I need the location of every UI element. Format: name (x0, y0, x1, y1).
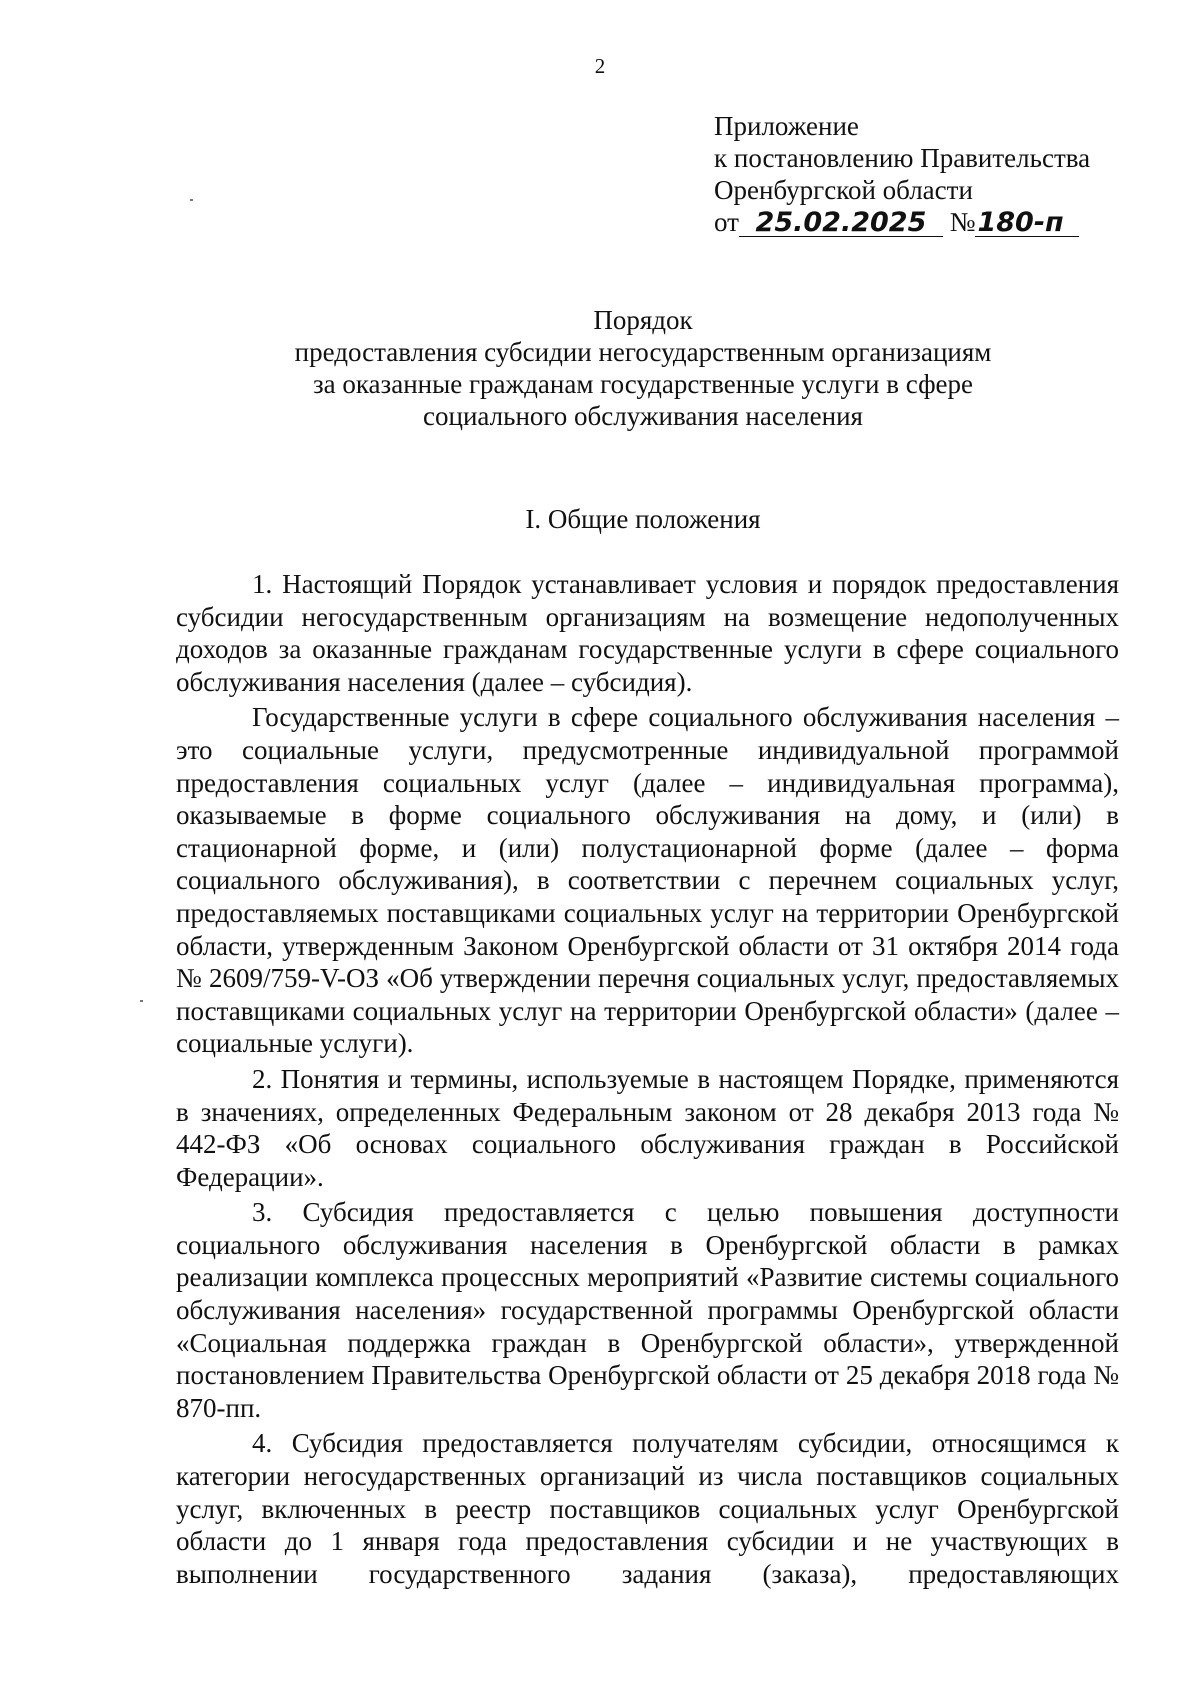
page-number: 2 (594, 54, 606, 78)
title-line-3: за оказанные гражданам государственные услуги в сфере (312, 369, 974, 399)
appendix-line-3: Оренбургской области (714, 175, 973, 205)
appendix-date-line (714, 206, 1154, 238)
paragraph-4: 3. Субсидия предоставляется с целью повышения доступности социального обслуживания населения в Оренбургской области в рамках реализации комплекса процессных мероприятий «Развитие системы социального обслуживания населения» государственной программы Оренбургской области «Социальная поддержка граждан в Оренбургской области», утвержденной постановлением Правительства Оренбургской области от 25 декабря 2018 года № 870-пп. (176, 1197, 1119, 1423)
handwritten-date: 25.02.2025 (739, 210, 943, 237)
paragraph-2: Государственные услуги в сфере социального обслуживания населения – это социальные услуги, предусмотренные индивидуальной программой предоставления социальных услуг (далее – индивидуальная программа), оказываемые в форме социального обслуживания на дому, и (или) в стационарной форме, и (или) полустационарной форме (далее – форма социального обслуживания), в соответствии с перечнем социальных услуг, предоставляемых поставщиками социальных услуг на территории Оренбургской области, утвержденным Законом Оренбургской области от 31 октября 2014 года № 2609/759-V-ОЗ «Об утверждении перечня социальных услуг, предоставляемых поставщиками социальных услуг на территории Оренбургской области» (далее – социальные услуги). (176, 702, 1119, 1059)
title-line-2: предоставления субсидии негосударственным организациям (294, 337, 992, 367)
scan-speck (140, 1000, 143, 1002)
paragraph-1: 1. Настоящий Порядок устанавливает условия и порядок предоставления субсидии негосударственным организациям на возмещение недополученных доходов за оказанные гражданам государственные услуги в сфере социального обслуживания населения (далее – субсидия). (176, 569, 1119, 697)
scan-speck (190, 199, 193, 201)
date-prefix: от (714, 207, 739, 237)
appendix-line-2: к постановлению Правительства (714, 143, 1091, 173)
appendix-line-1: Приложение (714, 111, 859, 141)
number-prefix: № (949, 207, 976, 237)
appendix-block (714, 110, 1154, 238)
handwritten-number: 180-п (975, 210, 1079, 237)
paragraph-5: 4. Субсидия предоставляется получателям субсидии, относящимся к категории негосударственных организаций из числа поставщиков социальных услуг, включенных в реестр поставщиков социальных услуг Оренбургской области до 1 января года предоставления субсидии и не участвующих в выполнении государственного задания (заказа), предоставляющих (176, 1428, 1119, 1589)
paragraph-3: 2. Понятия и термины, используемые в настоящем Порядке, применяются в значениях, определенных Федеральным законом от 28 декабря 2013 года № 442-ФЗ «Об основах социального обслуживания граждан в Российской Федерации». (176, 1063, 1119, 1192)
title-line-1: Порядок (593, 305, 693, 335)
section-heading: I. Общие положения (525, 504, 761, 534)
document-title (170, 304, 1116, 432)
document-body (176, 568, 1119, 1593)
title-line-4: социального обслуживания населения (423, 401, 863, 431)
